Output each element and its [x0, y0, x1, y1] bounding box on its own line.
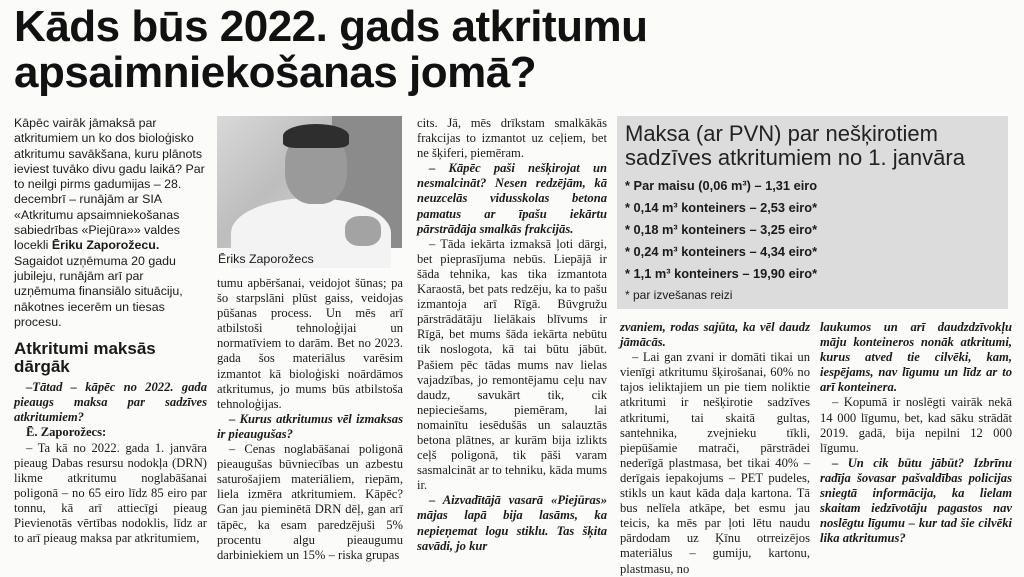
price-row: * 0,24 m³ konteiners – 4,34 eiro*: [625, 244, 818, 259]
col2-paragraph-1: tumu apbēršanai, veidojot šūnas; pa šo starpslāni plūst gaiss, veidojas pūšanas process. Un mēs arī atbilstoši tehnoloģijai un normatīviem to darām. Bet no 2023. gada šos materiālus varēsim izmantot kā bioloģiski noārdāmos atkritumus, jo mums būs atbilstoša tehnoloģijas.: [217, 276, 403, 411]
speaker-label: Ē. Zaporožecs:: [26, 425, 107, 440]
article-headline: [14, 4, 1014, 96]
column-5: [820, 320, 1012, 562]
price-box-title-line-2: sadzīves atkritumiem no 1. janvāra: [625, 145, 965, 170]
column-3: [417, 116, 607, 562]
col2-question: – Kurus atkritumus vēl izmaksas ir pieaugušas?: [217, 411, 403, 441]
interview-answer: – Ta kā no 2022. gada 1. janvāra pieaug Dabas resursu nodokļa (DRN) likme atkritumu noglabāšanai poligonā – no 65 eiro līdz 85 eiro par tonnu, kā arī attiecīgi pieaug Pievienotās vērtības nodoklis, līdz ar to arī pieaug maksa par atkritumiem,: [14, 440, 207, 546]
price-row: * 0,18 m³ konteiners – 3,25 eiro*: [625, 222, 818, 237]
headline-line-1: Kāds būs 2022. gads atkritumu: [14, 2, 648, 51]
photo-caption: Ēriks Zaporožecs: [218, 252, 314, 266]
intro-text: Kāpēc vairāk jāmaksā par atkritumiem un ko dos bioloģisko atkritumu savākšana, kuru plānots ieviest tuvāko divu gadu laikā? Par to neilgi pirms gadumijas – 28. decembrī – runājām ar SIA «Atkritumu apsaimniekošanas sabiedrības «Piejūra»» valdes locekli: [14, 116, 205, 253]
col4-paragraph-2: – Lai gan zvani ir domāti tikai un vienīgi atkritumu šķirošanai, 60% no tajos ieliktajiem un pie tiem noliktie atkritumi ir nešķirotie sadzīves atkritumi, tai skaitā gultas, santehnika, zvejnieku tīkli, piepūšamie matrači, pārstrādei nederīgā plastmasa, bet tikai 40% – derīgais iepakojums – PET pudeles, stikls un kaut kāda daļa kartona. Tā bus nelīela atkāpe, bet esmu jau teicis, ka mēs par ļoti lētu naudu pārdodam uz Ķīnu otrreizējos materiālus – gumiju, kartonu, plastmasu, no: [620, 350, 810, 576]
col3-paragraph-1: cits. Jā, mēs drīkstam smalkākās frakcijas to izmantot uz ceļiem, bet ne šķiferi, piemēram.: [417, 116, 607, 161]
column-4: [620, 320, 810, 576]
column-2: [217, 276, 403, 562]
price-info-box: [617, 116, 1008, 309]
col3-paragraph-2: – Tāda iekārta izmaksā ļoti dārgi, bet pieprasījuma nebūs. Liepājā ir šāda tehnika, kas tika izmantota Karaostā, bet pats redzēju, ka to pašu izmantoja arī Rīgā. Būvgružu pārstrādātāju lielākais blīvums ir Rīgā, bet mums šāda iekārta nebūtu tik noslogota, kā tai būtu jābūt. Pašiem pēc tādas mums nav lielas vajadzības, jo remontējamu ceļu nav daudz, savukārt tik, cik nepieciešams, piemēram, lai nomainītu iesēdušās un salauztās betona plātnes, ar kurām bija izlikts ceļš poligonā, tik pāši varam sasmalcināt ar to tehniku, kāda mums ir.: [417, 236, 607, 493]
price-box-footnote: * par izvešanas reizi: [625, 288, 733, 302]
intro-end: Sagaidot uzņēmuma 20 gadu jubileju, runājām arī par uzņēmuma finansiālo situāciju, nākotnes iecerēm un tiesas procesu.: [14, 253, 183, 329]
price-row: * 1,1 m³ konteiners – 19,90 eiro*: [625, 266, 818, 281]
intro-name: Ēriku Zaporožecu.: [51, 238, 160, 253]
column-1: [14, 116, 207, 562]
col3-question-2: – Aizvadītājā vasarā «Piejūras» mājas lapā bija lasāms, ka nepieņemat logu stiklu. Tas šķita savādi, jo kur: [417, 493, 607, 553]
col3-question-1: – Kāpēc paši nešķirojat un nesmalcināt? Nesen redzējām, kā neuzcelās vidusskolas betona pamatus ar īpašu iekārtu pārstrādāja smalkās frakcijās.: [417, 161, 607, 236]
intro-paragraph: [14, 116, 207, 330]
price-box-title-line-1: Maksa (ar PVN) par nešķirotiem: [625, 121, 938, 146]
col5-paragraph-1: laukumos un arī daudzdzīvokļu māju konteineros nonāk atkritumi, kurus atved tie cilvēki, kam, iespējams, nav līgumu un līdz ar to arī konteinera.: [820, 320, 1012, 395]
price-row: * Par maisu (0,06 m³) – 1,31 eiro: [625, 178, 818, 193]
col5-question: – Un cik būtu jābūt? Izbrīnu radīja šovasar pašvaldības policijas sniegtā informācija, ka lielam skaitam iedzīvotāju pagastos nav noslēgtu līgumu – kur tad šie cilvēki lika atkritumus?: [820, 455, 1012, 546]
interview-question: –Tātad – kāpēc no 2022. gada pieaugs maksa par sadzīves atkritumiem?: [14, 380, 207, 425]
col2-paragraph-2: – Cenas noglabāšanai poligonā pieaugušas būvniecības un azbestu saturošajiem materiāliem, riepām, liela izmēra atkritumiem. Kāpēc? Gan jau pieminētā DRN dēļ, gan arī tāpēc, ka esam paredzējuši 5% procentu algu pieaugumu darbiniekiem un 15% – riska grupas: [217, 442, 403, 562]
col4-paragraph-1: zvaniem, rodas sajūta, ka vēl daudz jāmācās.: [620, 320, 810, 350]
price-row: * 0,14 m³ konteiners – 2,53 eiro*: [625, 200, 818, 215]
portrait-photo: [217, 116, 402, 248]
price-box-title: [625, 122, 1000, 170]
headline-line-2: apsaimniekošanas jomā?: [14, 48, 537, 97]
col5-paragraph-2: – Kopumā ir noslēgti vairāk nekā 14 000 līgumu, bet, kad sāku strādāt 2019. gadā, bija nepilni 12 000 līgumu.: [820, 395, 1012, 455]
section-subhead: Atkritumi maksās dārgāk: [14, 339, 156, 377]
